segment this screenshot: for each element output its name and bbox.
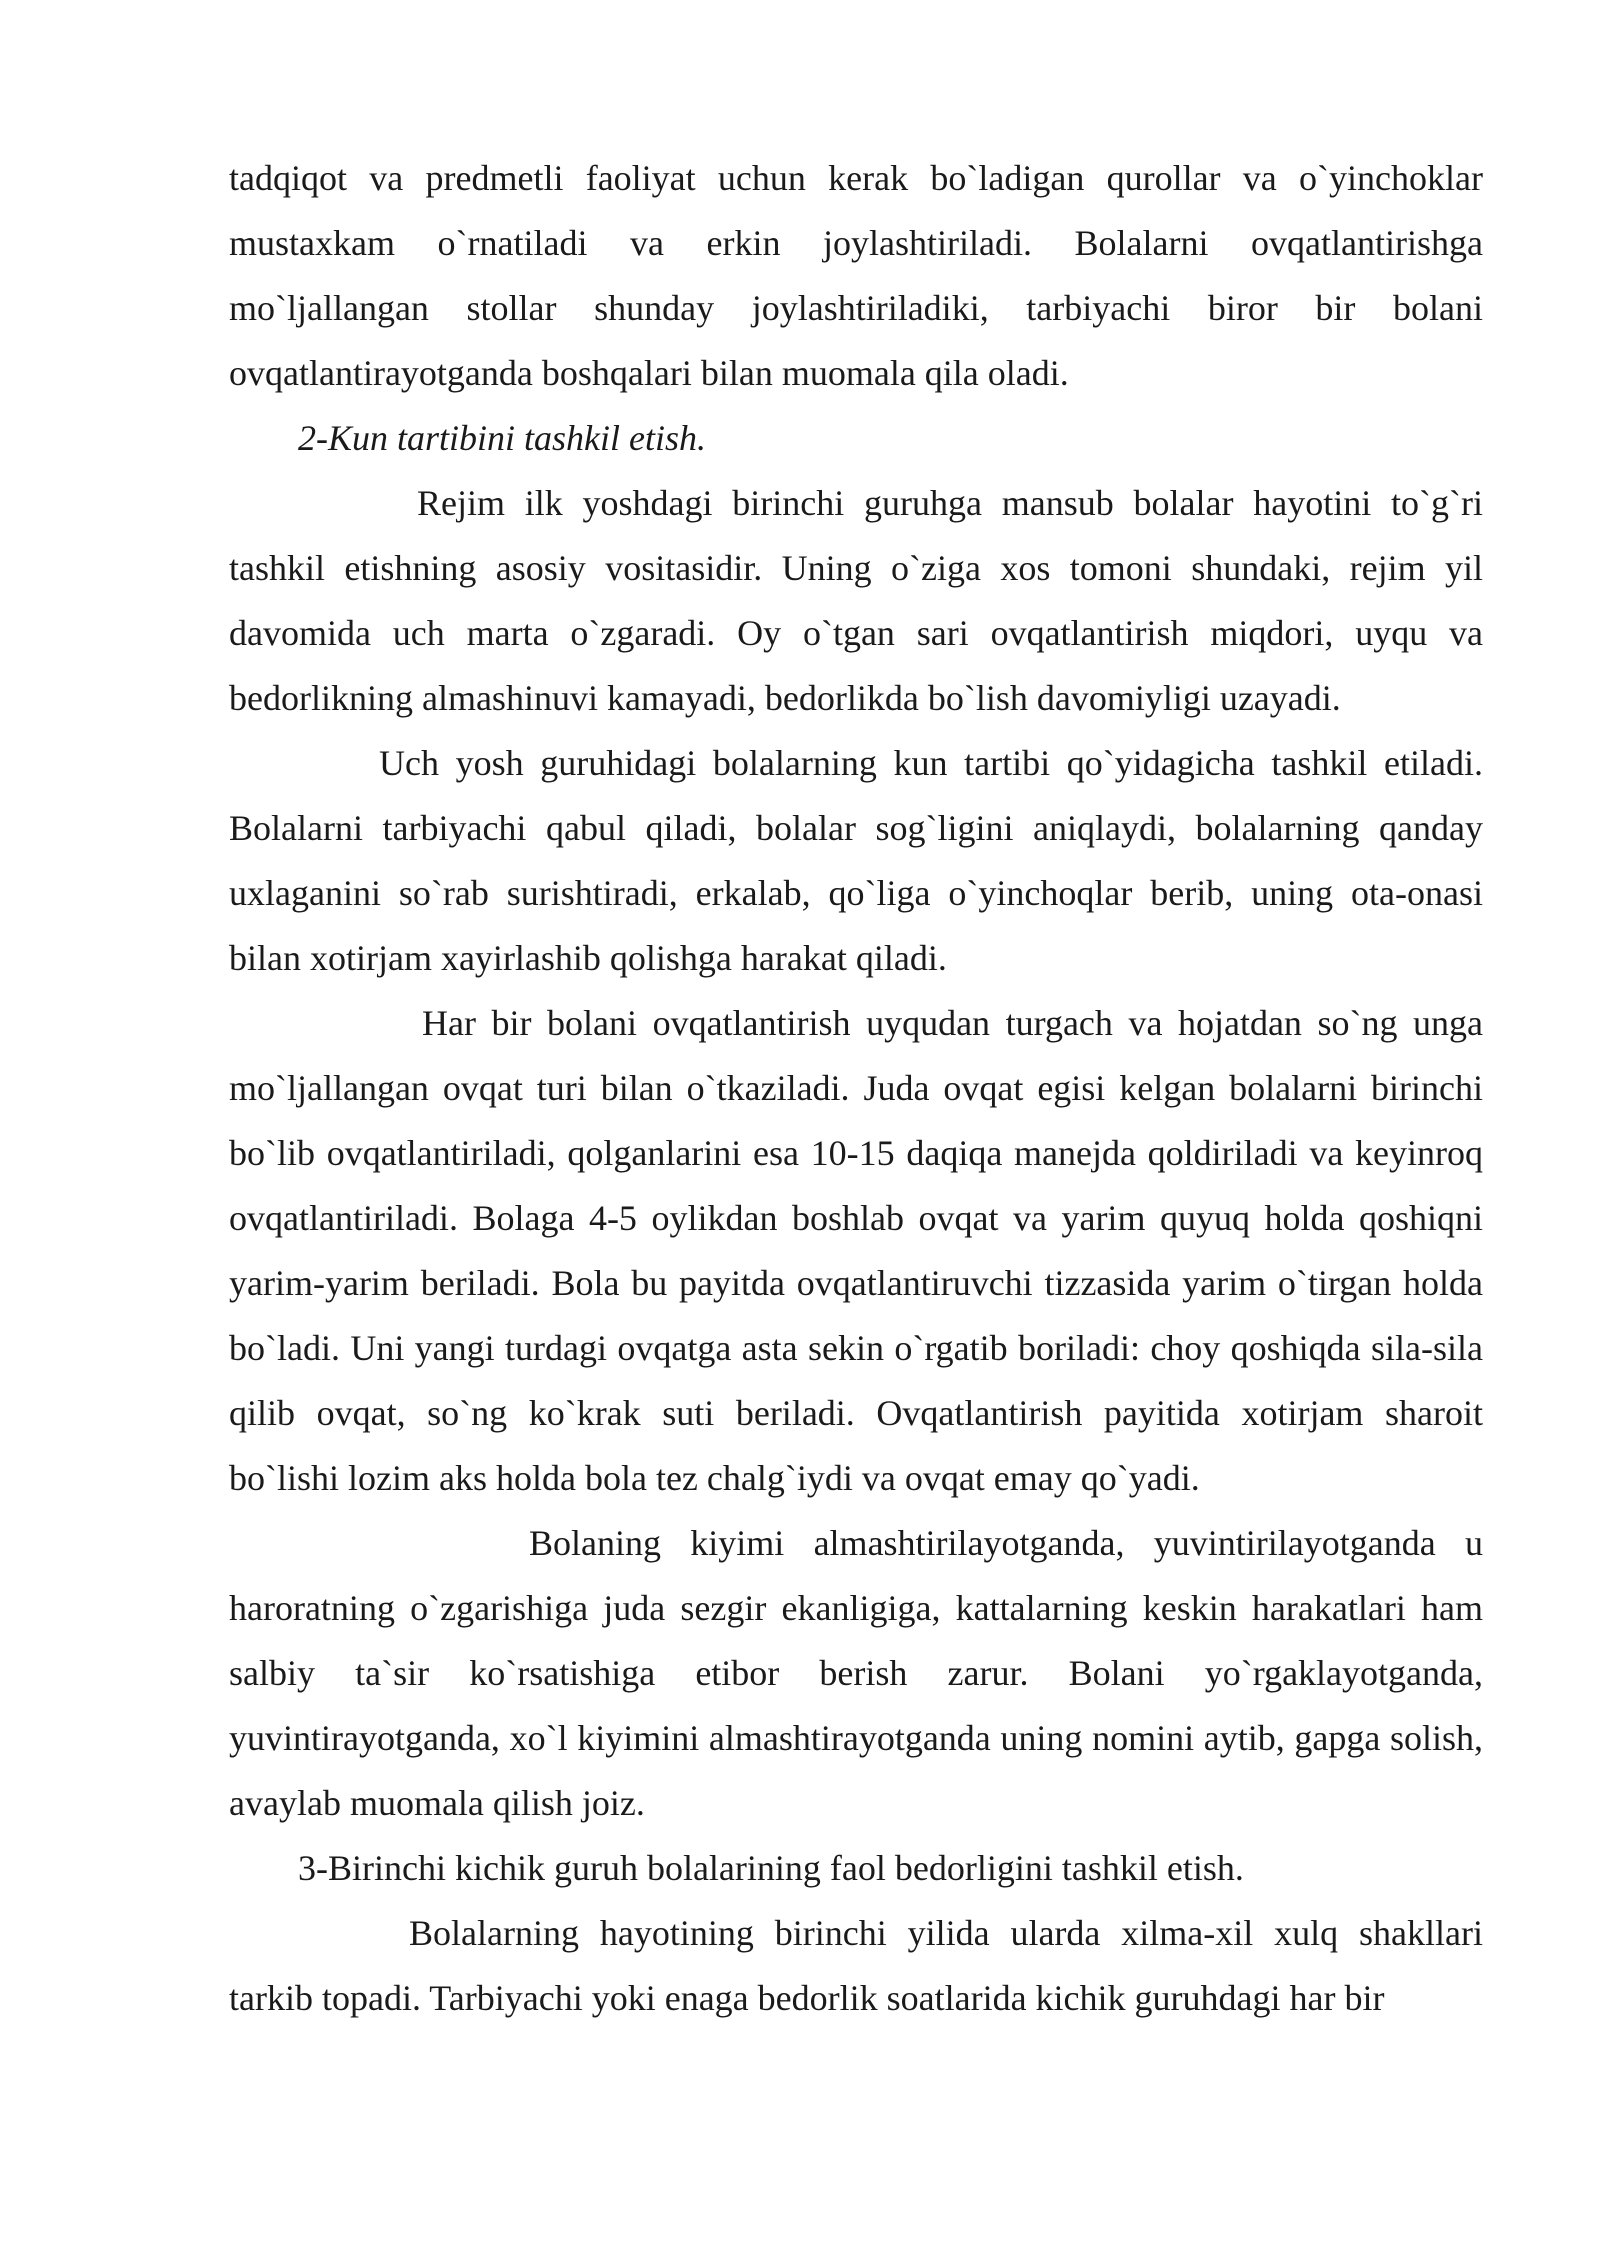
paragraph-clothing: Bolaning kiyimi almashtirilayotganda, yuvintirilayotganda u haroratning o`zgarishiga juda sezgir ekanligiga, kattalarning keskin harakatlari ham salbiy ta`sir ko`rsatishiga etibor berish zarur. Bolani yo`rgaklayotganda, yuvintirayotganda, xo`l kiyimini almashtirayotganda uning nomini aytib, gapga solish, avaylab muomala qilish joiz. (229, 1523, 1483, 1823)
section-heading-3: 3-Birinchi kichik guruh bolalarining faol bedorligini tashkil etish. (298, 1848, 1244, 1888)
paragraph-daily-schedule: Uch yosh guruhidagi bolalarning kun tartibi qo`yidagicha tashkil etiladi. Bolalarni tarbiyachi qabul qiladi, bolalar sog`ligini aniqlaydi, bolalarning qanday uxlaganini so`rab surishtiradi, erkalab, qo`liga o`yinchoqlar berib, uning ota-onasi bilan xotirjam xayirlashib qolishga harakat qiladi. (229, 743, 1483, 978)
paragraph-active-wakefulness: Bolalarning hayotining birinchi yilida ularda xilma-xil xulq shakllari tarkib topadi. Tarbiyachi yoki enaga bedorlik soatlarida kichik guruhdagi har bir (229, 1913, 1483, 2018)
section-heading-2: 2-Kun tartibini tashkil etish. (298, 418, 707, 458)
paragraph-continuation: tadqiqot va predmetli faoliyat uchun kerak bo`ladigan qurollar va o`yinchoklar mustaxkam o`rnatiladi va erkin joylashtiriladi. Bolalarni ovqatlantirishga mo`ljallangan stollar shunday joylashtiriladiki, tarbiyachi biror bir bolani ovqatlantirayotganda boshqalari bilan muomala qila oladi. (229, 158, 1483, 393)
paragraph-feeding: Har bir bolani ovqatlantirish uyqudan turgach va hojatdan so`ng unga mo`ljallangan ovqat turi bilan o`tkaziladi. Juda ovqat egisi kelgan bolalarni birinchi bo`lib ovqatlantiriladi, qolganlarini esa 10-15 daqiqa manejda qoldiriladi va keyinroq ovqatlantiriladi. Bolaga 4-5 oylikdan boshlab ovqat va yarim quyuq holda qoshiqni yarim-yarim beriladi. Bola bu payitda ovqatlantiruvchi tizzasida yarim o`tirgan holda bo`ladi. Uni yangi turdagi ovqatga asta sekin o`rgatib boriladi: choy qoshiqda sila-sila qilib ovqat, so`ng ko`krak suti beriladi. Ovqatlantirish payitida xotirjam sharoit bo`lishi lozim aks holda bola tez chalg`iydi va ovqat emay qo`yadi. (229, 1003, 1483, 1498)
document-body (229, 146, 1483, 2031)
paragraph-regime: Rejim ilk yoshdagi birinchi guruhga mansub bolalar hayotini to`g`ri tashkil etishning asosiy vositasidir. Uning o`ziga xos tomoni shundaki, rejim yil davomida uch marta o`zgaradi. Oy o`tgan sari ovqatlantirish miqdori, uyqu va bedorlikning almashinuvi kamayadi, bedorlikda bo`lish davomiyligi uzayadi. (229, 483, 1483, 718)
